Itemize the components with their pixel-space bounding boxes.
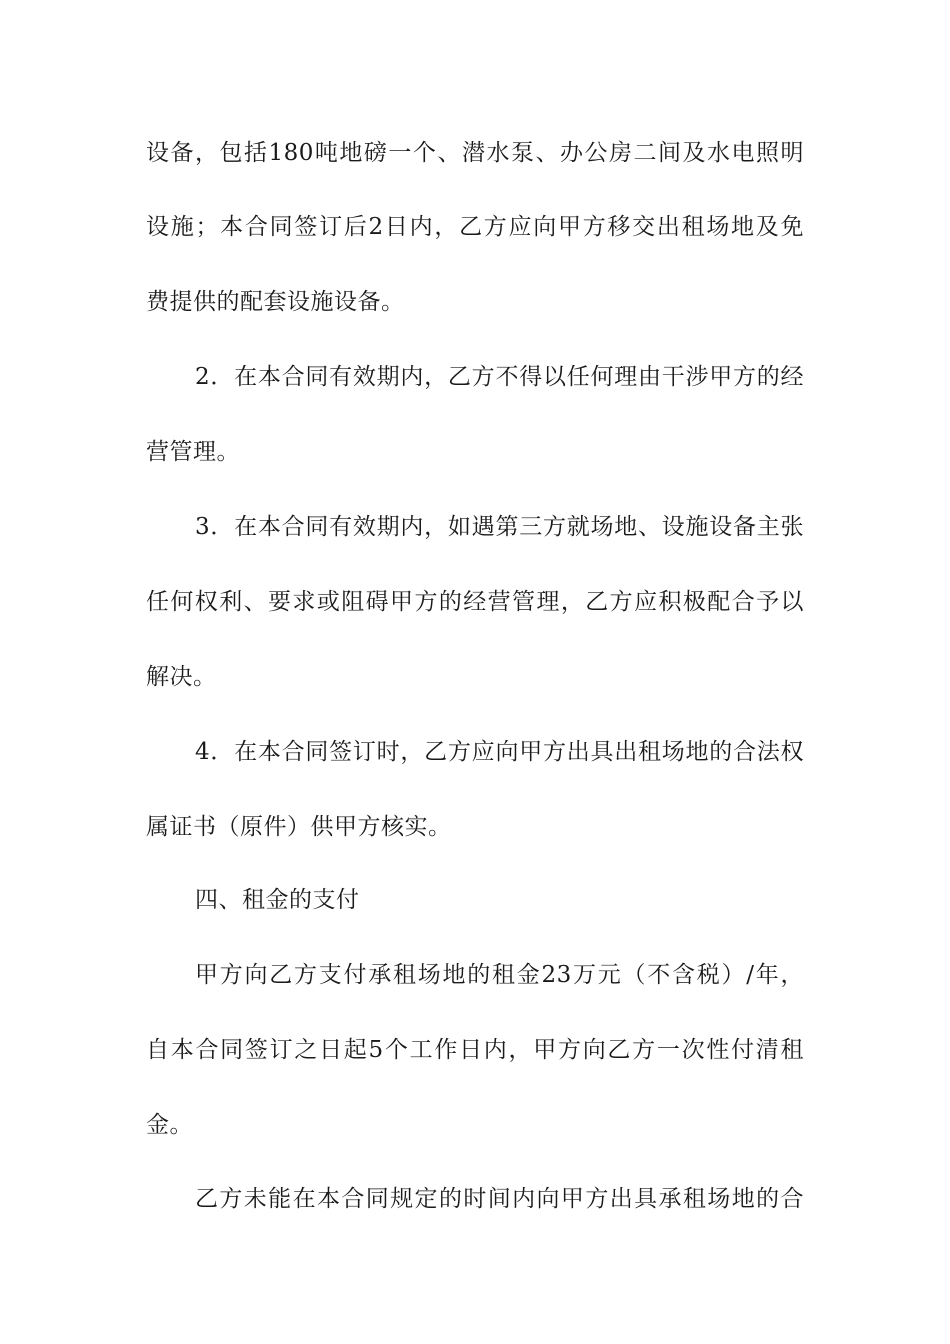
certificate-paragraph-line-1: 乙方未能在本合同规定的时间内向甲方出具承租场地的合 — [195, 1186, 804, 1212]
clause-3-line-2: 任何权利、要求或阻碍甲方的经营管理，乙方应积极配合予以 — [146, 589, 804, 615]
rent-paragraph-line-3: 金。 — [146, 1112, 193, 1138]
section-heading-rent-payment: 四、租金的支付 — [195, 887, 360, 913]
rent-paragraph-line-1: 甲方向乙方支付承租场地的租金23万元（不含税）/年， — [195, 962, 804, 988]
clause-4-line-2: 属证书（原件）供甲方核实。 — [146, 814, 452, 840]
clause-3-line-3: 解决。 — [146, 664, 217, 690]
rent-paragraph-line-2: 自本合同签订之日起5个工作日内，甲方向乙方一次性付清租 — [146, 1037, 804, 1063]
clause-3-line-1: 3．在本合同有效期内，如遇第三方就场地、设施设备主张 — [195, 514, 804, 540]
clause-4-line-1: 4．在本合同签订时，乙方应向甲方出具出租场地的合法权 — [195, 739, 804, 765]
paragraph-line-3: 费提供的配套设施设备。 — [146, 289, 405, 315]
paragraph-line-1: 设备，包括180吨地磅一个、潜水泵、办公房二间及水电照明 — [146, 140, 804, 166]
paragraph-line-2: 设施；本合同签订后2日内，乙方应向甲方移交出租场地及免 — [146, 214, 804, 240]
clause-2-line-2: 营管理。 — [146, 439, 240, 465]
clause-2-line-1: 2．在本合同有效期内，乙方不得以任何理由干涉甲方的经 — [195, 364, 804, 390]
